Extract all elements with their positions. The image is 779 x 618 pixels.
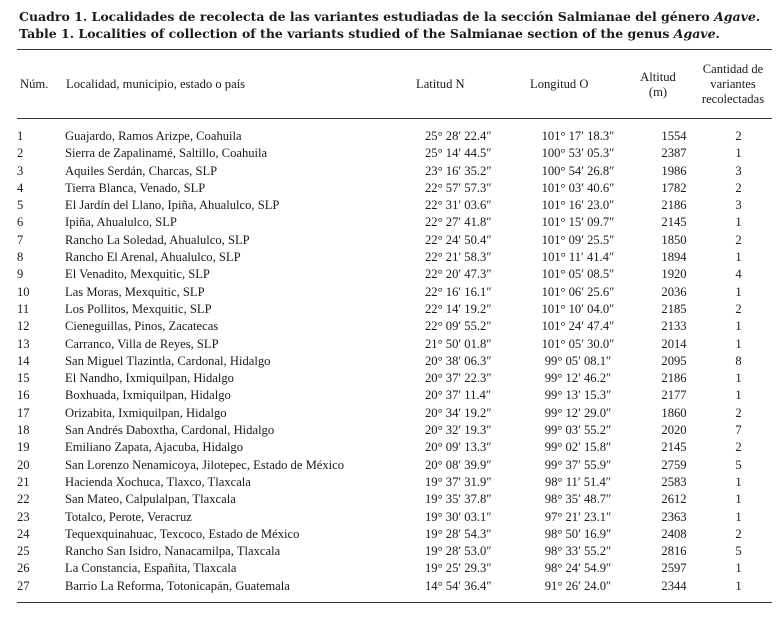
cell-alt: 1850 [661, 232, 687, 247]
cell-loc: El Jardín del Llano, Ipiña, Ahualulco, SLP [65, 198, 280, 213]
cell-lat: 22° 24′ 50.4″ [425, 232, 492, 247]
cell-lon: 98° 24′ 54.9″ [544, 561, 612, 576]
cell-loc: San Mateo, Calpulalpan, Tlaxcala [65, 492, 236, 507]
cell-alt: 2014 [661, 336, 687, 351]
cell-lon: 98° 11′ 51.4″ [544, 474, 612, 489]
cell-num: 7 [17, 232, 24, 247]
cell-lon: 101° 06′ 25.6″ [541, 284, 615, 299]
table-row [17, 180, 772, 197]
cell-num: 17 [17, 405, 30, 420]
cell-lat: 19° 28′ 54.3″ [425, 526, 492, 541]
cell-cnt: 2 [735, 232, 742, 247]
cell-cnt: 2 [735, 405, 742, 420]
cell-loc: Los Pollitos, Mexquitic, SLP [65, 301, 212, 316]
header-altitude-line2: (m) [648, 85, 668, 99]
cell-lat: 22° 57′ 57.3″ [425, 180, 492, 195]
cell-lon: 100° 54′ 26.8″ [541, 163, 615, 178]
cell-alt: 2186 [661, 371, 687, 386]
cell-alt: 2036 [661, 284, 687, 299]
cell-cnt: 3 [735, 163, 742, 178]
localities-table-body [17, 128, 772, 595]
cell-loc: El Venadito, Mexquitic, SLP [65, 267, 210, 282]
cell-num: 22 [17, 492, 30, 507]
cell-lon: 99° 12′ 46.2″ [544, 371, 612, 386]
cell-loc: Sierra de Zapalinamé, Saltillo, Coahuila [65, 146, 268, 161]
cell-alt: 2612 [661, 492, 687, 507]
cell-lon: 101° 10′ 04.0″ [541, 301, 615, 316]
cell-cnt: 8 [735, 353, 742, 368]
cell-num: 26 [17, 561, 30, 576]
cell-alt: 1986 [661, 163, 687, 178]
cell-cnt: 7 [735, 423, 742, 438]
cell-num: 10 [17, 284, 30, 299]
cell-lat: 21° 50′ 01.8″ [425, 336, 492, 351]
cell-lat: 20° 38′ 06.3″ [425, 353, 492, 368]
cell-loc: Hacienda Xochuca, Tlaxco, Tlaxcala [65, 474, 251, 489]
cell-cnt: 2 [735, 180, 742, 195]
cell-num: 21 [17, 474, 30, 489]
cell-loc: Rancho La Soledad, Ahualulco, SLP [65, 232, 250, 247]
cell-num: 27 [17, 578, 30, 593]
cell-lon: 101° 17′ 18.3″ [541, 129, 615, 143]
cell-cnt: 1 [735, 474, 742, 489]
cell-alt: 2020 [661, 423, 687, 438]
table-row [17, 509, 772, 526]
cell-cnt: 2 [735, 129, 742, 143]
cell-cnt: 1 [735, 215, 742, 230]
cell-cnt: 1 [735, 319, 742, 334]
table-row [17, 387, 772, 404]
cell-alt: 1894 [661, 250, 687, 265]
cell-loc: Emiliano Zapata, Ajacuba, Hidalgo [65, 440, 244, 455]
cell-lat: 19° 35′ 37.8″ [425, 492, 492, 507]
cell-alt: 2185 [661, 301, 687, 316]
cell-lon: 99° 05′ 08.1″ [544, 353, 612, 368]
cell-num: 8 [17, 250, 24, 265]
cell-cnt: 1 [735, 578, 742, 593]
cell-cnt: 1 [735, 561, 742, 576]
table-row [17, 457, 772, 474]
header-locality: Localidad, municipio, estado o país [66, 77, 246, 91]
caption-es-genus: Agave [714, 9, 756, 24]
cell-lon: 100° 53′ 05.3″ [541, 146, 615, 161]
header-altitude-line1: Altitud [640, 70, 676, 84]
cell-lat: 14° 54′ 36.4″ [425, 578, 492, 593]
cell-loc: Ipiña, Ahualulco, SLP [65, 215, 177, 230]
cell-lat: 25° 14′ 44.5″ [425, 146, 492, 161]
cell-loc: El Nandho, Ixmiquilpan, Hidalgo [65, 371, 234, 386]
cell-lon: 101° 03′ 40.6″ [541, 180, 615, 195]
cell-num: 11 [17, 301, 30, 316]
cell-cnt: 1 [735, 492, 742, 507]
cell-loc: Guajardo, Ramos Arizpe, Coahuila [65, 129, 242, 143]
cell-num: 25 [17, 544, 30, 559]
cell-lon: 101° 11′ 41.4″ [541, 250, 615, 265]
cell-loc: Tequexquinahuac, Texcoco, Estado de México [65, 526, 300, 541]
cell-lon: 99° 02′ 15.8″ [544, 440, 612, 455]
cell-cnt: 1 [735, 371, 742, 386]
cell-num: 4 [17, 180, 24, 195]
cell-alt: 2363 [661, 509, 687, 524]
table-row [17, 474, 772, 491]
cell-num: 18 [17, 423, 30, 438]
table-row [17, 405, 772, 422]
cell-loc: San Andrés Daboxtha, Cardonal, Hidalgo [65, 423, 275, 438]
cell-lat: 20° 32′ 19.3″ [425, 423, 492, 438]
cell-cnt: 2 [735, 526, 742, 541]
localities-table [17, 128, 772, 595]
cell-loc: Carranco, Villa de Reyes, SLP [65, 336, 219, 351]
cell-loc: Rancho El Arenal, Ahualulco, SLP [65, 250, 241, 265]
caption-es-end: . [755, 9, 761, 24]
cell-lat: 22° 31′ 03.6″ [425, 198, 492, 213]
header-latitude: Latitud N [416, 77, 465, 91]
table-row [17, 145, 772, 162]
table-row [17, 197, 772, 214]
table-row [17, 266, 772, 283]
cell-lat: 22° 21′ 58.3″ [425, 250, 492, 265]
cell-lat: 20° 09′ 13.3″ [425, 440, 492, 455]
caption-en-text: Table 1. Localities of collection of the variants studied of the Salmianae section of the genus [19, 26, 674, 41]
header-count-line1: Cantidad de [702, 62, 764, 76]
cell-alt: 2145 [661, 440, 687, 455]
cell-loc: Aquiles Serdán, Charcas, SLP [65, 163, 218, 178]
cell-alt: 2177 [661, 388, 687, 403]
cell-lat: 20° 08′ 39.9″ [425, 457, 492, 472]
cell-num: 5 [17, 198, 24, 213]
cell-alt: 2387 [661, 146, 687, 161]
cell-alt: 2145 [661, 215, 687, 230]
cell-alt: 2344 [661, 578, 687, 593]
cell-cnt: 1 [735, 336, 742, 351]
table-row [17, 353, 772, 370]
cell-alt: 2759 [661, 457, 687, 472]
top-rule [17, 49, 772, 50]
cell-lat: 20° 37′ 11.4″ [425, 388, 492, 403]
cell-cnt: 1 [735, 146, 742, 161]
cell-cnt: 2 [735, 301, 742, 316]
cell-alt: 2597 [661, 561, 687, 576]
cell-num: 2 [17, 146, 24, 161]
table-row [17, 214, 772, 231]
cell-lat: 19° 30′ 03.1″ [425, 509, 492, 524]
cell-num: 13 [17, 336, 30, 351]
cell-cnt: 1 [735, 250, 742, 265]
cell-alt: 1782 [661, 180, 687, 195]
cell-lon: 97° 21′ 23.1″ [544, 509, 612, 524]
cell-alt: 2816 [661, 544, 687, 559]
cell-cnt: 2 [735, 440, 742, 455]
cell-lon: 98° 50′ 16.9″ [544, 526, 612, 541]
bottom-rule [17, 602, 772, 603]
cell-lon: 99° 13′ 15.3″ [544, 388, 612, 403]
cell-num: 16 [17, 388, 30, 403]
caption-es-text: Cuadro 1. Localidades de recolecta de las variantes estudiadas de la sección Salmianae del género [19, 9, 715, 24]
caption-en-end: . [715, 26, 720, 41]
header-count [692, 62, 774, 107]
cell-lon: 99° 03′ 55.2″ [544, 423, 612, 438]
cell-num: 20 [17, 457, 30, 472]
cell-num: 14 [17, 353, 30, 368]
cell-lat: 25° 28′ 22.4″ [425, 129, 492, 143]
header-count-line2: variantes [710, 77, 756, 91]
table-row [17, 128, 772, 145]
cell-lat: 19° 25′ 29.3″ [425, 561, 492, 576]
cell-alt: 2583 [661, 474, 687, 489]
cell-lon: 98° 33′ 55.2″ [544, 544, 612, 559]
cell-num: 23 [17, 509, 30, 524]
cell-lat: 22° 14′ 19.2″ [425, 301, 492, 316]
cell-lat: 19° 37′ 31.9″ [425, 474, 492, 489]
cell-loc: San Miguel Tlazintla, Cardonal, Hidalgo [65, 353, 271, 368]
cell-lon: 101° 16′ 23.0″ [541, 198, 615, 213]
table-row [17, 370, 772, 387]
table-row [17, 301, 772, 318]
table-row [17, 439, 772, 456]
cell-lon: 99° 12′ 29.0″ [544, 405, 612, 420]
cell-loc: San Lorenzo Nenamicoya, Jilotepec, Estado de México [65, 457, 345, 472]
cell-loc: Tierra Blanca, Venado, SLP [65, 180, 206, 195]
cell-alt: 1860 [661, 405, 687, 420]
cell-num: 6 [17, 215, 24, 230]
table-caption [19, 8, 760, 42]
cell-alt: 1920 [661, 267, 687, 282]
table-row [17, 422, 772, 439]
cell-num: 19 [17, 440, 30, 455]
cell-lon: 101° 09′ 25.5″ [541, 232, 615, 247]
cell-lon: 98° 35′ 48.7″ [544, 492, 612, 507]
cell-lon: 101° 15′ 09.7″ [541, 215, 615, 230]
cell-alt: 2186 [661, 198, 687, 213]
cell-alt: 2095 [661, 353, 687, 368]
cell-num: 24 [17, 526, 30, 541]
cell-loc: Cieneguillas, Pinos, Zacatecas [65, 319, 219, 334]
cell-cnt: 5 [735, 544, 742, 559]
cell-lon: 101° 05′ 30.0″ [541, 336, 615, 351]
cell-loc: Las Moras, Mexquitic, SLP [65, 284, 205, 299]
cell-num: 9 [17, 267, 24, 282]
cell-lat: 22° 16′ 16.1″ [425, 284, 492, 299]
table-row [17, 232, 772, 249]
cell-cnt: 1 [735, 284, 742, 299]
cell-lat: 19° 28′ 53.0″ [425, 544, 492, 559]
cell-loc: Totalco, Perote, Veracruz [65, 509, 192, 524]
cell-alt: 1554 [661, 129, 687, 143]
cell-lat: 22° 09′ 55.2″ [425, 319, 492, 334]
table-row [17, 560, 772, 577]
cell-loc: La Constancia, Españita, Tlaxcala [65, 561, 237, 576]
cell-cnt: 3 [735, 198, 742, 213]
cell-num: 12 [17, 319, 30, 334]
header-rule [17, 118, 772, 119]
header-num: Núm. [20, 77, 49, 91]
cell-loc: Rancho San Isidro, Nanacamilpa, Tlaxcala [65, 544, 281, 559]
table-row [17, 526, 772, 543]
cell-loc: Barrio La Reforma, Totonicapán, Guatemala [65, 578, 290, 593]
cell-num: 3 [17, 163, 24, 178]
cell-num: 1 [17, 129, 24, 143]
table-row [17, 578, 772, 595]
cell-lon: 99° 37′ 55.9″ [544, 457, 612, 472]
table-row [17, 284, 772, 301]
cell-alt: 2408 [661, 526, 687, 541]
cell-cnt: 5 [735, 457, 742, 472]
header-longitude: Longitud O [530, 77, 589, 91]
cell-alt: 2133 [661, 319, 687, 334]
cell-lon: 91° 26′ 24.0″ [544, 578, 612, 593]
cell-lat: 22° 27′ 41.8″ [425, 215, 492, 230]
table-row [17, 318, 772, 335]
cell-cnt: 1 [735, 388, 742, 403]
cell-lat: 20° 37′ 22.3″ [425, 371, 492, 386]
caption-english [19, 25, 760, 42]
table-row [17, 163, 772, 180]
cell-loc: Boxhuada, Ixmiquilpan, Hidalgo [65, 388, 231, 403]
cell-lon: 101° 05′ 08.5″ [541, 267, 615, 282]
cell-cnt: 1 [735, 509, 742, 524]
header-count-line3: recolectadas [701, 92, 765, 106]
cell-lat: 22° 20′ 47.3″ [425, 267, 492, 282]
table-row [17, 249, 772, 266]
caption-spanish [19, 8, 760, 25]
cell-lat: 23° 16′ 35.2″ [425, 163, 492, 178]
cell-num: 15 [17, 371, 30, 386]
table-row [17, 336, 772, 353]
table-row [17, 543, 772, 560]
header-altitude [630, 70, 686, 100]
table-row [17, 491, 772, 508]
cell-lat: 20° 34′ 19.2″ [425, 405, 492, 420]
caption-en-genus: Agave [673, 26, 716, 41]
cell-loc: Orizabita, Ixmiquilpan, Hidalgo [65, 405, 227, 420]
cell-lon: 101° 24′ 47.4″ [541, 319, 615, 334]
cell-cnt: 4 [735, 267, 742, 282]
